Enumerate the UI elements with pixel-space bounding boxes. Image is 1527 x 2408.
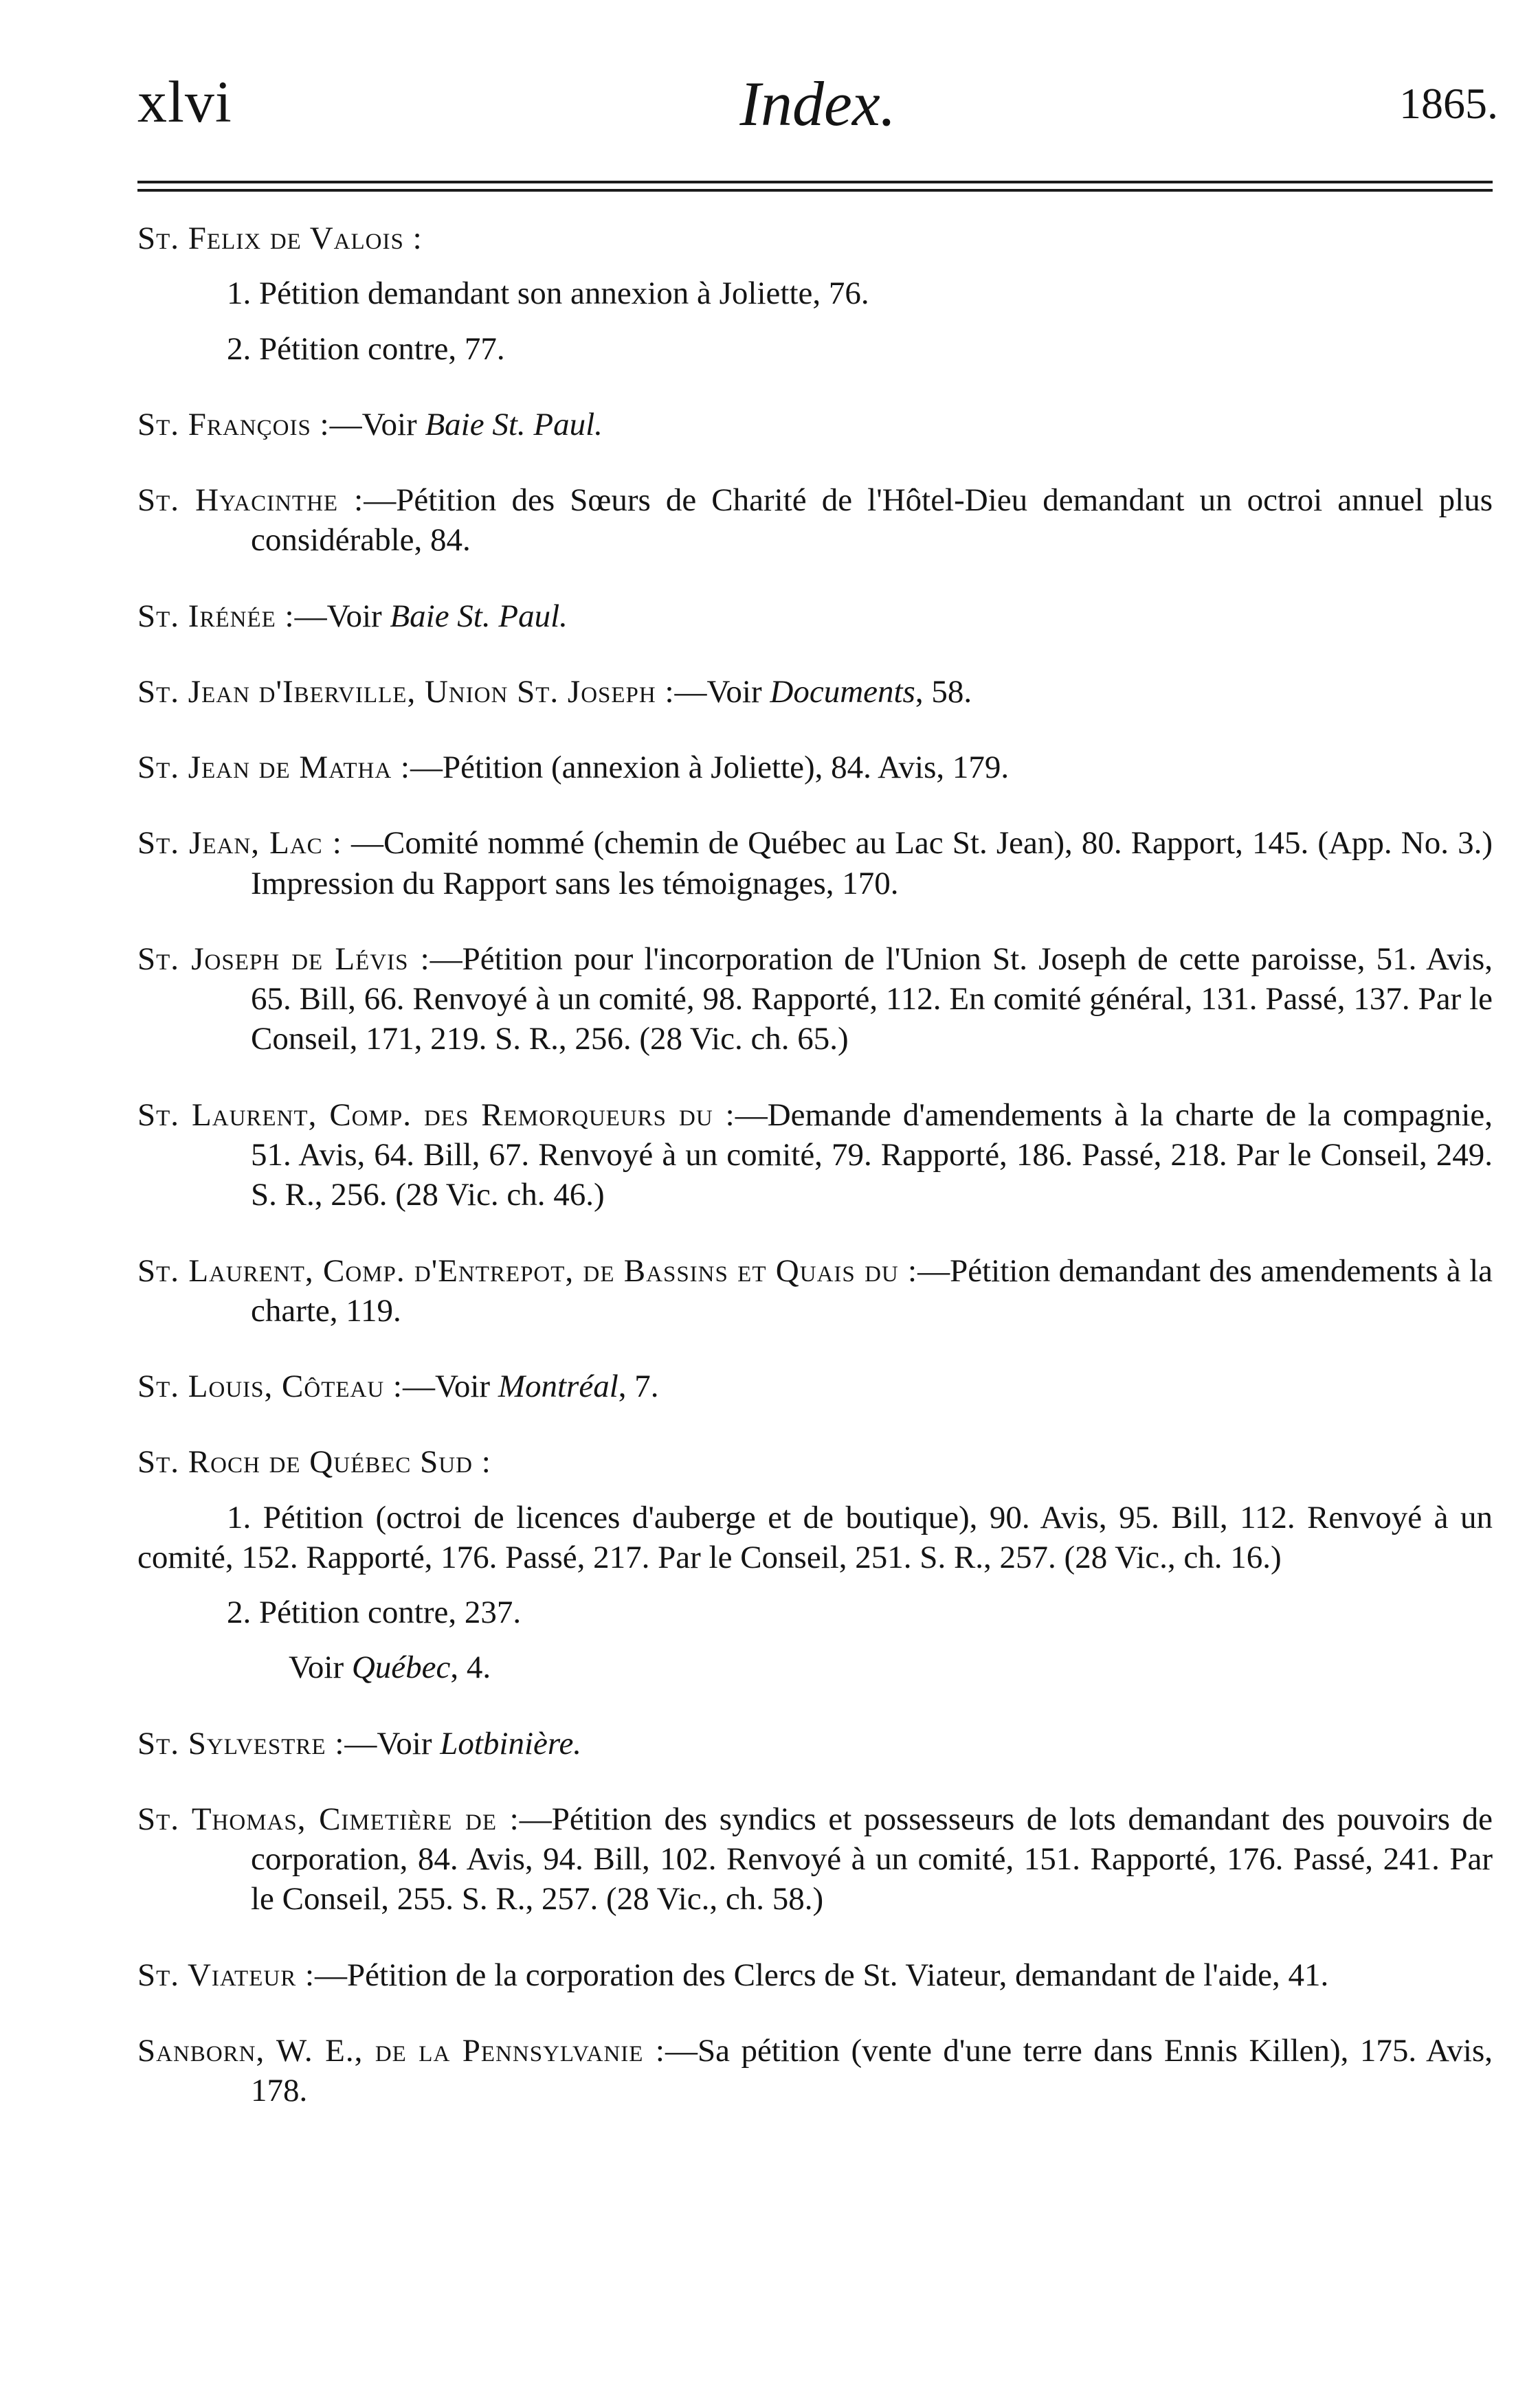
- entry-text: —Voir: [294, 598, 390, 634]
- entry-reference-tail: , 4.: [450, 1650, 491, 1686]
- index-entry: [137, 939, 1493, 1059]
- header-rule-top: [137, 181, 1493, 183]
- entry-heading: St. Jean de Matha :: [137, 750, 410, 786]
- page-numeral: xlvi: [137, 69, 232, 135]
- entry-text: —Demande d'amendements à la charte de la compagnie, 51. Avis, 64. Bill, 67. Renvoyé à un comité, 79. Rapporté, 186. Passé, 218. Par le Conseil, 249. S. R., 256. (28 Vic. ch. 46.): [251, 1096, 1493, 1213]
- entry-see-also: [137, 1647, 1493, 1687]
- entry-text: —Pétition des syndics et possesseurs de lots demandant des pouvoirs de corporation, 84. Avis, 94. Bill, 102. Renvoyé à un comité, 151. Rapporté, 176. Passé, 241. Par le Conseil, 255. S. R., 257. (28 Vic., ch. 58.): [251, 1801, 1493, 1917]
- entry-reference: Lotbinière.: [440, 1725, 582, 1762]
- entry-heading: St. Hyacinthe :: [137, 482, 364, 519]
- entry-heading: St. Laurent, Comp. d'Entrepot, de Bassins et Quais du :: [137, 1252, 918, 1289]
- entry-text: —Pétition demandant des amendements à la charte, 119.: [251, 1252, 1493, 1329]
- entry-text: —Comité nommé (chemin de Québec au Lac St. Jean), 80. Rapport, 145. (App. No. 3.) Impression du Rapport sans les témoignages, 170.: [251, 825, 1493, 901]
- index-entry: [137, 1799, 1493, 1920]
- entry-text: —Pétition de la corporation des Clercs de St. Viateur, demandant de l'aide, 41.: [315, 1957, 1329, 1993]
- entry-text: —Voir: [329, 406, 425, 442]
- index-entry: [137, 1724, 1493, 1764]
- entry-heading: St. Sylvestre :: [137, 1725, 345, 1762]
- entry-heading: St. Thomas, Cimetière de :: [137, 1801, 520, 1837]
- page-header: [137, 60, 1498, 143]
- page-title: Index.: [739, 69, 896, 139]
- entry-heading: Sanborn, W. E., de la Pennsylvanie :: [137, 2032, 665, 2069]
- index-entry: [137, 1955, 1493, 1995]
- entry-subitem: 1. Pétition (octroi de licences d'auberge et de boutique), 90. Avis, 95. Bill, 112. Renvoyé à un comité, 152. Rapporté, 176. Passé, 217. Par le Conseil, 251. S. R., 257. (28 Vic., ch. 16.): [137, 1499, 1493, 1575]
- index-entries: [137, 218, 1493, 2111]
- entry-heading: St. Jean d'Iberville, Union St. Joseph :: [137, 673, 675, 710]
- entry-heading: St. Viateur :: [137, 1957, 315, 1993]
- entry-text: —Voir: [402, 1369, 498, 1405]
- page-year: 1865.: [1399, 79, 1498, 128]
- index-entry: [137, 747, 1493, 787]
- entry-reference: Québec: [351, 1650, 451, 1686]
- index-entry: [137, 672, 1493, 712]
- entry-text: —Pétition (annexion à Joliette), 84. Avis, 179.: [410, 750, 1010, 786]
- index-entry: [137, 2031, 1493, 2111]
- index-entry: [137, 1251, 1493, 1331]
- entry-heading: St. Joseph de Lévis :: [137, 941, 430, 977]
- index-entry: [137, 218, 1493, 369]
- index-entry: [137, 823, 1493, 903]
- entry-heading: St. François :: [137, 406, 330, 442]
- entry-heading: St. Felix de Valois :: [137, 221, 423, 256]
- entry-heading: St. Irénée :: [137, 598, 295, 634]
- see-also-prefix: Voir: [289, 1650, 352, 1686]
- entry-reference: Documents: [770, 673, 915, 710]
- entry-text: —Voir: [674, 673, 770, 710]
- entry-text: —Pétition des Sœurs de Charité de l'Hôtel-Dieu demandant un octroi annuel plus considérable, 84.: [251, 482, 1493, 559]
- entry-reference: Montréal: [498, 1369, 618, 1405]
- entry-reference-tail: , 7.: [618, 1369, 659, 1405]
- entry-heading: St. Jean, Lac :: [137, 825, 342, 862]
- entry-heading: St. Laurent, Comp. des Remorqueurs du :: [137, 1096, 735, 1133]
- entry-text: —Pétition pour l'incorporation de l'Union St. Joseph de cette paroisse, 51. Avis, 65. Bill, 66. Renvoyé à un comité, 98. Rapporté, 112. En comité général, 131. Passé, 137. Par le Conseil, 171, 219. S. R., 256. (28 Vic. ch. 65.): [251, 941, 1493, 1057]
- entry-reference: Baie St. Paul.: [390, 598, 568, 634]
- entry-heading: St. Roch de Québec Sud :: [137, 1444, 491, 1481]
- entry-text: —Voir: [344, 1725, 441, 1762]
- index-entry: [137, 405, 1493, 445]
- index-entry: [137, 480, 1493, 561]
- index-entry: [137, 1442, 1493, 1687]
- entry-subitem: 2. Pétition contre, 237.: [227, 1595, 522, 1631]
- entry-subitem: 1. Pétition demandant son annexion à Joliette, 76.: [227, 275, 869, 312]
- entry-heading: St. Louis, Côteau :: [137, 1369, 403, 1405]
- index-entry: [137, 1095, 1493, 1215]
- index-entry: [137, 596, 1493, 636]
- entry-subitem: 2. Pétition contre, 77.: [227, 330, 505, 367]
- entry-text: —Sa pétition (vente d'une terre dans Ennis Killen), 175. Avis, 178.: [251, 2032, 1493, 2109]
- entry-reference-tail: , 58.: [915, 673, 972, 710]
- header-rule-bottom: [137, 189, 1493, 192]
- index-entry: [137, 1366, 1493, 1406]
- entry-reference: Baie St. Paul.: [425, 406, 603, 442]
